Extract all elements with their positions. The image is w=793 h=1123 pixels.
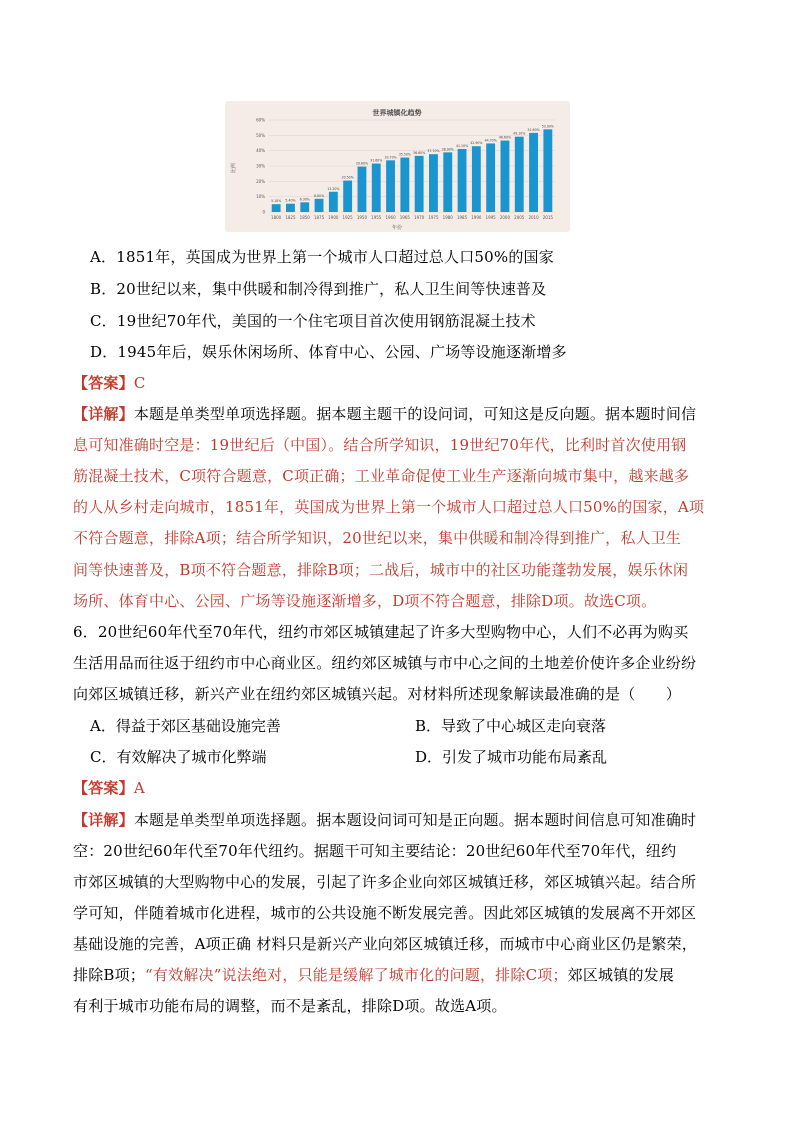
chart-xtick-label: 1975: [428, 215, 439, 220]
q6-stem-1: 6．20世纪60年代至70年代，纽约市郊区城镇建起了许多大型购物中心，人们不必再为购买: [73, 623, 689, 641]
chart-data-label: 37.70%: [427, 149, 440, 154]
q5-option-a: A．1851年，英国成为世界上第一个城市人口超过总人口50%的国家: [90, 248, 554, 266]
chart-data-label: 8.60%: [313, 193, 325, 198]
q5-option-c: C．19世纪70年代，美国的一个住宅项目首次使用钢筋混凝土技术: [90, 312, 536, 330]
chart-xtick-label: 1800: [271, 215, 282, 220]
chart-bar: [515, 137, 524, 212]
q5-detail-label: 【详解】: [73, 405, 134, 423]
q5-detail-line-6: 间等快速普及，B项不符合题意，排除B项；二战后，城市中的社区功能蓬勃发展，娱乐休闲: [73, 561, 689, 579]
q5-detail-line-1: [73, 405, 696, 423]
chart-xtick-label: 1955: [371, 215, 382, 220]
chart-bar: [286, 204, 295, 212]
chart-bar: [486, 143, 495, 212]
q5-detail-line-5: 不符合题意，排除A项；结合所学知识，20世纪以来，集中供暖和制冷得到推广，私人卫生: [73, 529, 682, 547]
q6-detail-label: 【详解】: [73, 811, 134, 829]
chart-xtick-label: 1900: [328, 215, 339, 220]
chart-bar: [415, 156, 424, 212]
chart-bar: [343, 181, 352, 212]
q6-detail-text-6a: 排除B项；: [73, 966, 146, 984]
q6-option-b: B．导致了中心城区走向衰落: [415, 717, 607, 735]
chart-bar: [315, 199, 324, 212]
chart-ytick-label: 20%: [256, 178, 265, 184]
chart-data-label: 49.10%: [513, 131, 526, 136]
chart-data-label: 20.50%: [341, 175, 354, 180]
chart-xtick-label: 1985: [456, 215, 468, 220]
chart-data-label: 29.60%: [355, 161, 369, 166]
chart-data-label: 5.40%: [285, 198, 296, 203]
chart-xtick-label: 1960: [385, 215, 396, 220]
chart-data-label: 44.70%: [484, 138, 497, 143]
chart-xtick-label: 1970: [414, 215, 425, 220]
chart-data-label: 6.30%: [299, 197, 310, 202]
chart-ytick-label: 0: [262, 209, 265, 215]
chart-ytick-label: 50%: [256, 132, 265, 138]
q6-option-d: D．引发了城市功能布局紊乱: [415, 748, 608, 766]
chart-data-label: 41.10%: [455, 143, 469, 148]
chart-data-label: 35.50%: [398, 152, 411, 157]
q6-detail-line-6: [73, 966, 674, 984]
chart-xtick-label: 1950: [356, 215, 368, 220]
chart-bar: [543, 129, 552, 212]
q5-answer-line: [73, 374, 146, 392]
chart-bar: [458, 149, 467, 212]
q5-detail-line-4: 的人从乡村走向城市，1851年，英国成为世界上第一个城市人口超过总人口50%的国家，A项: [73, 498, 705, 516]
chart-title: 世界城镇化趋势: [372, 109, 422, 117]
q6-detail-text-1: 本题是单类型单项选择题。据本题设问词可知是正向题。据本题时间信息可知准确时: [133, 811, 697, 829]
chart-data-label: 46.60%: [498, 135, 512, 140]
chart-bar: [429, 154, 438, 212]
chart-xtick-label: 1990: [471, 215, 482, 220]
q5-detail-text-1: 本题是单类型单项选择题。据本题主题干的设问词，可知这是反向题。据本题时间信: [133, 405, 697, 423]
chart-xtick-label: 1825: [285, 215, 296, 220]
chart-xtick-label: 2000: [499, 215, 511, 220]
chart-xtick-label: 1980: [442, 215, 453, 220]
q6-detail-text-6b: “有效解决”说法绝对，只能是缓解了城市化的问题，排除C项；: [145, 966, 568, 984]
chart-bars: [271, 124, 554, 220]
q5-detail-line-7: 场所、体育中心、公园、广场等设施逐渐增多，D项不符合题意，排除D项。故选C项。: [73, 592, 657, 610]
q6-detail-line-1: [73, 811, 696, 829]
q5-option-b: B．20世纪以来，集中供暖和制冷得到推广，私人卫生间等快速普及: [90, 280, 547, 298]
chart-xtick-label: 1875: [313, 215, 325, 220]
chart-bar: [472, 146, 481, 212]
chart-xtick-label: 2005: [514, 215, 525, 220]
q6-detail-line-2: 空：20世纪60年代至70年代纽约。据题干可知主要结论：20世纪60年代至70年代，纽约: [73, 842, 677, 860]
chart-bar: [372, 164, 381, 212]
q6-stem-2: 生活用品而往返于纽约市中心商业区。纽约郊区城镇与市中心之间的土地差价使许多企业纷纷: [73, 654, 697, 672]
urbanization-chart: [225, 101, 570, 232]
chart-svg: [225, 101, 570, 232]
chart-data-label: 31.60%: [370, 158, 383, 163]
chart-ytick-label: 30%: [256, 163, 265, 169]
chart-ytick-label: 10%: [256, 194, 265, 200]
chart-data-label: 33.70%: [384, 155, 397, 160]
q6-answer: A: [133, 779, 145, 797]
chart-bar: [300, 202, 309, 212]
q6-detail-line-7: 有利于城市功能布局的调整，而不是紊乱，排除D项。故选A项。: [73, 997, 507, 1015]
chart-data-label: 42.90%: [470, 141, 483, 146]
q5-answer: C: [133, 374, 146, 392]
chart-ytick-label: 40%: [256, 148, 265, 154]
q5-answer-label: 【答案】: [73, 374, 134, 392]
chart-data-label: 51.60%: [527, 127, 540, 132]
chart-bar: [400, 158, 409, 212]
q5-option-d: D．1945年后，娱乐休闲场所、体育中心、公园、广场等设施逐渐增多: [90, 343, 567, 361]
chart-ytick-label: 60%: [256, 117, 265, 123]
chart-bar: [329, 192, 338, 212]
chart-xtick-label: 1995: [485, 215, 496, 220]
chart-data-label: 53.90%: [541, 124, 554, 129]
q6-detail-line-5: 基础设施的完善，A项正确 材料只是新兴产业向郊区城镇迁移，而城市中心商业区仍是繁荣，: [73, 935, 698, 953]
q6-answer-label: 【答案】: [73, 779, 134, 797]
chart-bar: [272, 204, 281, 212]
chart-ylabel: 比例: [231, 162, 237, 174]
chart-bar: [358, 167, 367, 212]
chart-data-label: 5.10%: [271, 199, 282, 204]
q6-detail-line-3: 市郊区城镇的大型购物中心的发展，引起了许多企业向郊区城镇迁移，郊区城镇兴起。结合所: [73, 873, 697, 891]
q6-option-a: A．得益于郊区基础设施完善: [90, 717, 281, 735]
chart-bar: [529, 133, 538, 212]
chart-xtick-label: 1850: [299, 215, 310, 220]
chart-bar: [501, 141, 510, 212]
chart-bar: [443, 152, 452, 212]
q5-detail-line-3: 筋混凝土技术，C项符合题意，C项正确；工业革命促使工业生产逐渐向城市集中，越来越多: [73, 467, 690, 485]
q6-detail-line-4: 学可知，伴随着城市化进程，城市的公共设施不断发展完善。因此郊区城镇的发展离不开郊区: [73, 904, 697, 922]
q6-answer-line: [73, 779, 145, 797]
chart-xlabel: 年份: [391, 225, 403, 231]
chart-data-label: 13.20%: [327, 186, 340, 191]
chart-data-label: 36.60%: [413, 150, 426, 155]
chart-xtick-label: 2015: [542, 215, 553, 220]
q6-detail-text-6c: 郊区城镇的发展: [567, 966, 675, 984]
chart-xtick-label: 1925: [342, 215, 353, 220]
q6-stem-3: 向郊区城镇迁移，新兴产业在纽约郊区城镇兴起。对材料所述现象解读最准确的是（ ）: [73, 685, 682, 703]
chart-xtick-label: 1965: [399, 215, 410, 220]
chart-bar: [386, 160, 395, 212]
q6-option-c: C．有效解决了城市化弊端: [90, 748, 267, 766]
q5-detail-line-2: 息可知准确时空是：19世纪后（中国）。结合所学知识，19世纪70年代，比利时首次使用钢: [73, 436, 687, 454]
chart-data-label: 38.90%: [441, 147, 454, 152]
chart-xtick-label: 2010: [528, 215, 539, 220]
